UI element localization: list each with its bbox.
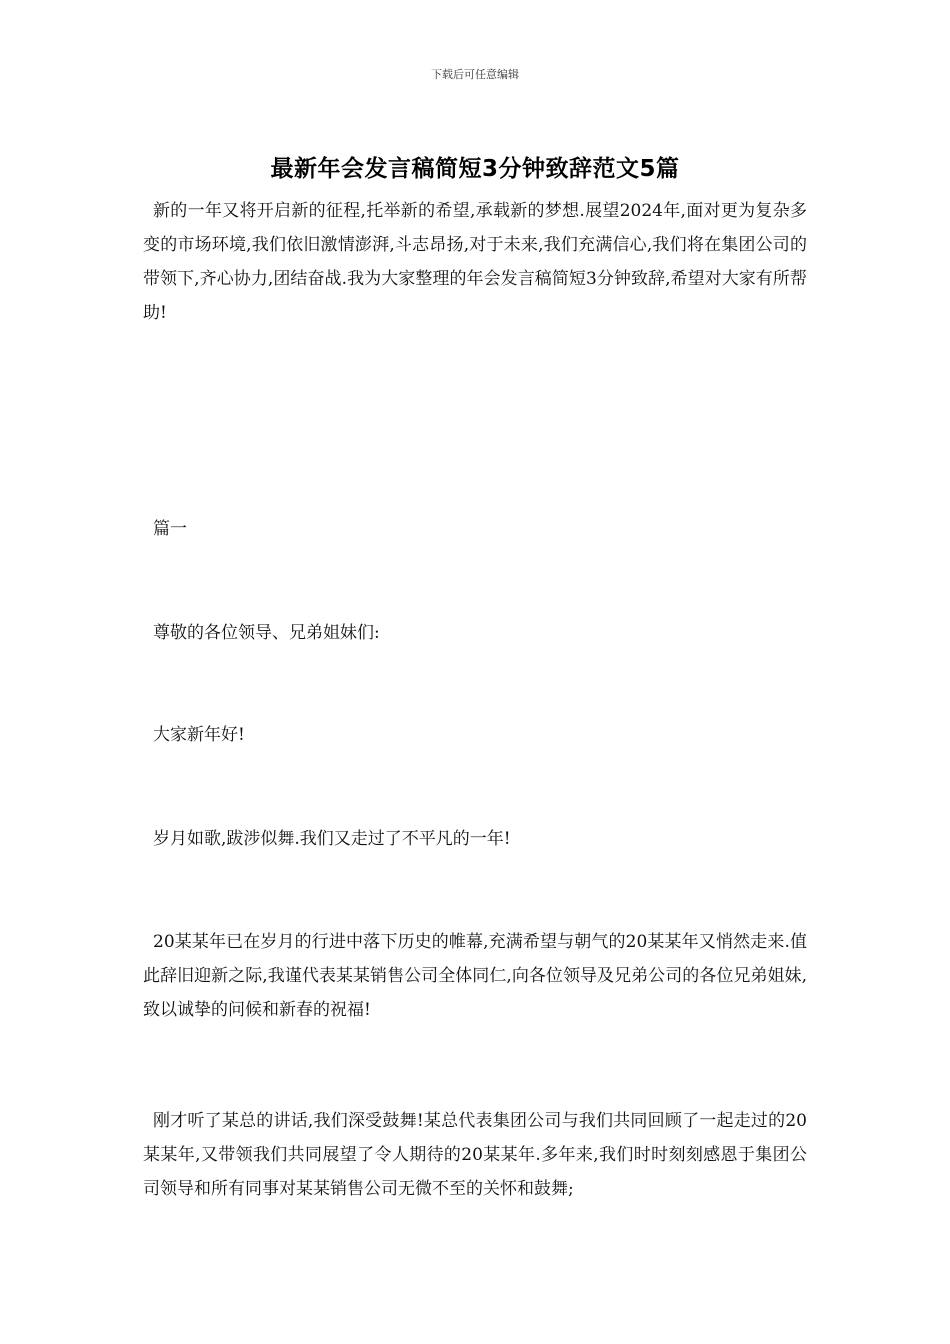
section-heading: 篇一 bbox=[153, 519, 187, 539]
body-paragraph: 岁月如歌,跋涉似舞.我们又走过了不平凡的一年! bbox=[153, 829, 511, 849]
salutation-paragraph: 尊敬的各位领导、兄弟姐妹们: bbox=[153, 623, 380, 643]
body-paragraph: 刚才听了某总的讲话,我们深受鼓舞!某总代表集团公司与我们共同回顾了一起走过的20某某年,又带领我们共同展望了令人期待的20某某年.多年来,我们时时刻刻感恩于集团公司领导和所有同事对某某销售公司无微不至的关怀和鼓舞; bbox=[143, 1111, 807, 1199]
document-title: 最新年会发言稿简短3分钟致辞范文5篇 bbox=[270, 156, 680, 182]
intro-paragraph: 新的一年又将开启新的征程,托举新的希望,承载新的梦想.展望2024年,面对更为复杂多变的市场环境,我们依旧激情澎湃,斗志昂扬,对于未来,我们充满信心,我们将在集团公司的带领下,齐心协力,团结奋战.我为大家整理的年会发言稿简短3分钟致辞,希望对大家有所帮助! bbox=[143, 201, 807, 323]
header-note: 下载后可任意编辑 bbox=[431, 68, 519, 81]
body-paragraph: 20某某年已在岁月的行进中落下历史的帷幕,充满希望与朝气的20某某年又悄然走来.值此辞旧迎新之际,我谨代表某某销售公司全体同仁,向各位领导及兄弟公司的各位兄弟姐妹,致以诚挚的问候和新春的祝福! bbox=[143, 932, 807, 1020]
greeting-paragraph: 大家新年好! bbox=[153, 725, 245, 745]
